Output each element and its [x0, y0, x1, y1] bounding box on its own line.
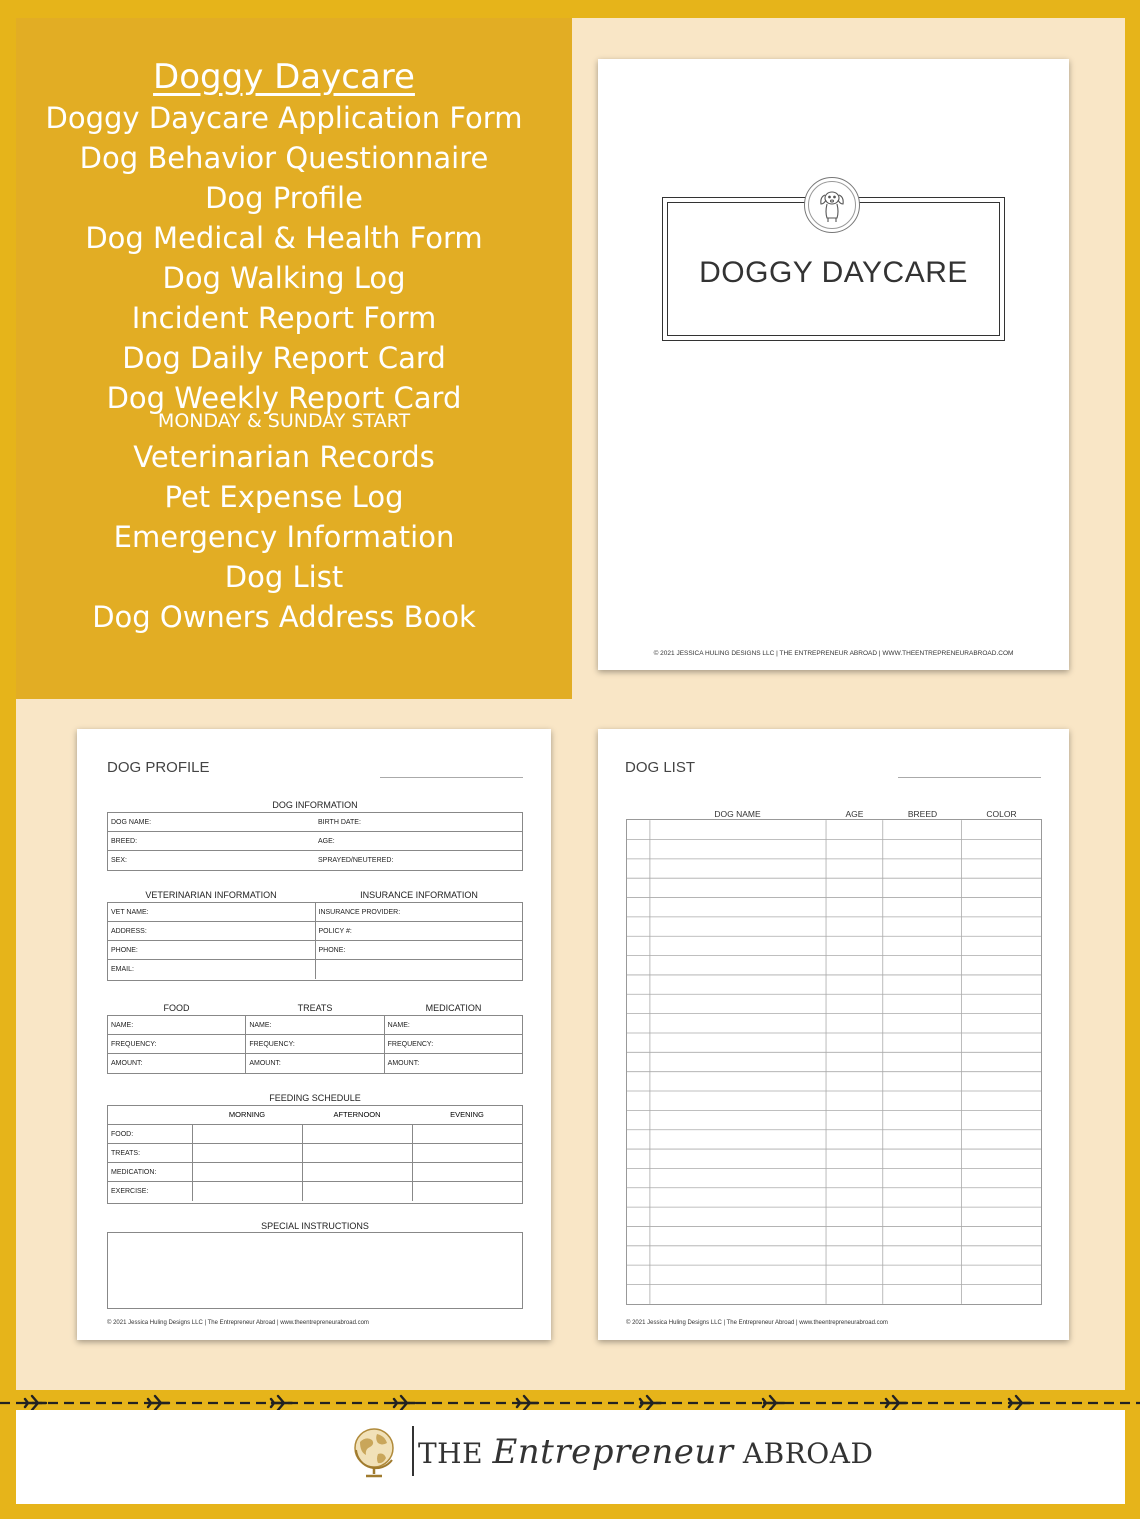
- table-row: SEX: SPRAYED/NEUTERED:: [111, 857, 394, 864]
- brand-divider: [412, 1426, 414, 1476]
- contents-item: Veterinarian Records: [133, 440, 435, 474]
- table-header-row: MORNING AFTERNOON EVENING: [108, 1106, 522, 1125]
- contents-note: MONDAY & SUNDAY START: [157, 410, 411, 432]
- insurance-info-heading: INSURANCE INFORMATION: [360, 890, 478, 900]
- contents-item: Dog Weekly Report Card: [106, 381, 462, 415]
- dog-info-table: [107, 812, 523, 871]
- medication-heading: MEDICATION: [425, 1003, 482, 1013]
- title-rule: [380, 777, 523, 778]
- cover-page: [598, 59, 1069, 670]
- column-header-breed: BREED: [907, 809, 938, 819]
- dog-profile-footer: © 2021 Jessica Huling Designs LLC | The Entrepreneur Abroad | www.theentrepreneurabroad.com: [107, 1320, 369, 1326]
- airplane-icon: [640, 1396, 661, 1410]
- contents-item: Dog Owners Address Book: [92, 600, 476, 634]
- airplane-icon: [271, 1396, 292, 1410]
- dog-list-page: [598, 729, 1069, 1340]
- table-row: PHONE: PHONE:: [108, 941, 522, 960]
- airplane-icon: [517, 1396, 538, 1410]
- contents-list: [16, 56, 552, 637]
- airplane-icon: [148, 1396, 169, 1410]
- airplane-icon: [763, 1396, 784, 1410]
- table-row: EXERCISE:: [108, 1182, 522, 1201]
- dog-profile-page: [77, 729, 551, 1340]
- special-instructions-box: [107, 1232, 523, 1309]
- column-header-age: AGE: [845, 809, 864, 819]
- column-header-dog-name: DOG NAME: [714, 809, 761, 819]
- cover-footer: © 2021 JESSICA HULING DESIGNS LLC | THE ENTREPRENEUR ABROAD | WWW.THEENTREPRENEURABROAD.COM: [653, 650, 1014, 657]
- table-row: AMOUNT: AMOUNT: AMOUNT:: [108, 1054, 522, 1073]
- contents-item: Dog Profile: [205, 181, 363, 215]
- title-rule: [898, 777, 1041, 778]
- vet-insurance-table: [107, 902, 523, 981]
- brand-name: THE Entrepreneur ABROAD: [418, 1432, 874, 1472]
- food-treats-medication-table: [107, 1015, 523, 1074]
- contents-item: Incident Report Form: [131, 301, 437, 335]
- table-row: EMAIL:: [108, 960, 522, 979]
- contents-item: Pet Expense Log: [164, 480, 404, 514]
- table-row: DOG NAME: BIRTH DATE:: [108, 813, 522, 832]
- contents-item: Dog Medical & Health Form: [85, 221, 483, 255]
- table-row: FOOD:: [108, 1125, 522, 1144]
- airplane-icon: [25, 1396, 46, 1410]
- food-heading: FOOD: [163, 1003, 190, 1013]
- table-row: VET NAME: INSURANCE PROVIDER:: [108, 903, 522, 922]
- table-row: FREQUENCY: FREQUENCY: FREQUENCY:: [108, 1035, 522, 1054]
- contents-item: Dog Daily Report Card: [122, 341, 446, 375]
- special-instructions-heading: SPECIAL INSTRUCTIONS: [261, 1221, 369, 1231]
- table-row: TREATS:: [108, 1144, 522, 1163]
- table-row: NAME: NAME: NAME:: [108, 1016, 522, 1035]
- vet-info-heading: VETERINARIAN INFORMATION: [145, 890, 277, 900]
- dog-icon: [805, 178, 859, 232]
- table-row: ADDRESS: POLICY #:: [108, 922, 522, 941]
- airplane-icon: [1009, 1396, 1030, 1410]
- contents-title: Doggy Daycare: [153, 57, 415, 97]
- globe-icon: [344, 1420, 408, 1484]
- dog-list-title: DOG LIST: [625, 759, 696, 776]
- dog-profile-title: DOG PROFILE: [107, 759, 210, 776]
- cover-badge: [804, 177, 860, 233]
- treats-heading: TREATS: [297, 1003, 333, 1013]
- airplane-icon: [886, 1396, 907, 1410]
- brand-logo: [340, 1420, 874, 1484]
- cover-title: DOGGY DAYCARE: [699, 256, 968, 289]
- contents-item: Emergency Information: [113, 520, 455, 554]
- feeding-schedule-table: [107, 1105, 523, 1204]
- feeding-schedule-heading: FEEDING SCHEDULE: [269, 1093, 361, 1103]
- contents-item: Dog Walking Log: [162, 261, 406, 295]
- column-header-color: COLOR: [986, 809, 1017, 819]
- dog-info-heading: DOG INFORMATION: [272, 800, 358, 810]
- contents-item: Dog Behavior Questionnaire: [79, 141, 489, 175]
- table-row: BREED: AGE:: [108, 832, 522, 851]
- airplane-icon: [394, 1396, 415, 1410]
- table-row: MEDICATION:: [108, 1163, 522, 1182]
- brand-band: [0, 1390, 1140, 1519]
- dog-list-table: [626, 819, 1042, 1305]
- dog-list-footer: © 2021 Jessica Huling Designs LLC | The Entrepreneur Abroad | www.theentrepreneurabroad.com: [626, 1320, 888, 1326]
- contents-item: Doggy Daycare Application Form: [45, 101, 523, 135]
- contents-item: Dog List: [224, 560, 344, 594]
